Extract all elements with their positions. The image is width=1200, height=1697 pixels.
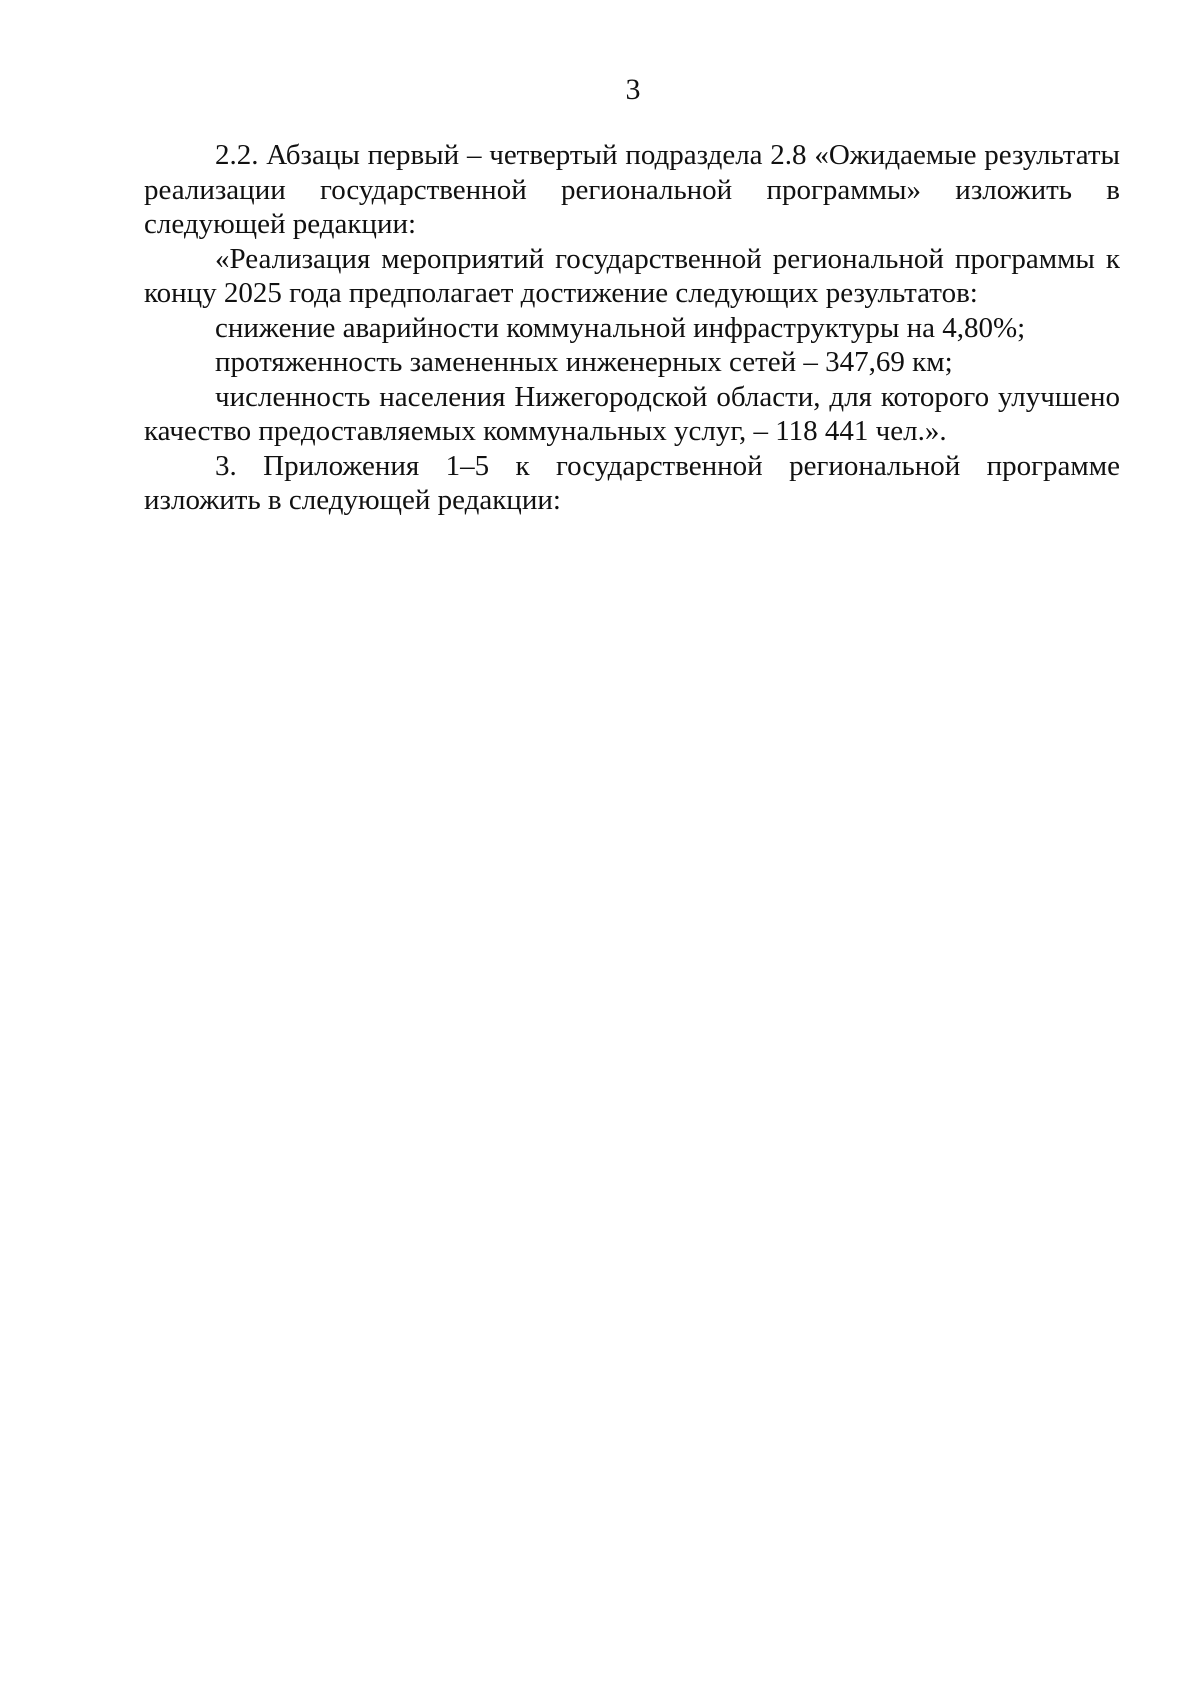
paragraph-replaced-networks: протяженность замененных инженерных сетей – 347,69 км; — [215, 346, 953, 378]
paragraph-quoted-intro: «Реализация мероприятий государственной региональной программы к концу 2025 года предполагает достижение следующих результатов: — [144, 242, 1120, 309]
paragraph-accident-reduction: снижение аварийности коммунальной инфраструктуры на 4,80%; — [215, 311, 1026, 344]
paragraph-2-2-amendment: 2.2. Абзацы первый – четвертый подраздела 2.8 «Ожидаемые результаты реализации государственной региональной программы» изложить в следующей редакции: — [144, 139, 1120, 240]
paragraph-population: численность населения Нижегородской области, для которого улучшено качество предоставляемых коммунальных услуг, – 118 441 чел.». — [144, 380, 1120, 447]
document-body — [144, 138, 1120, 518]
paragraph-3-appendices: 3. Приложения 1–5 к государственной региональной программе изложить в следующей редакции: — [144, 449, 1120, 516]
page-number: 3 — [625, 73, 641, 106]
